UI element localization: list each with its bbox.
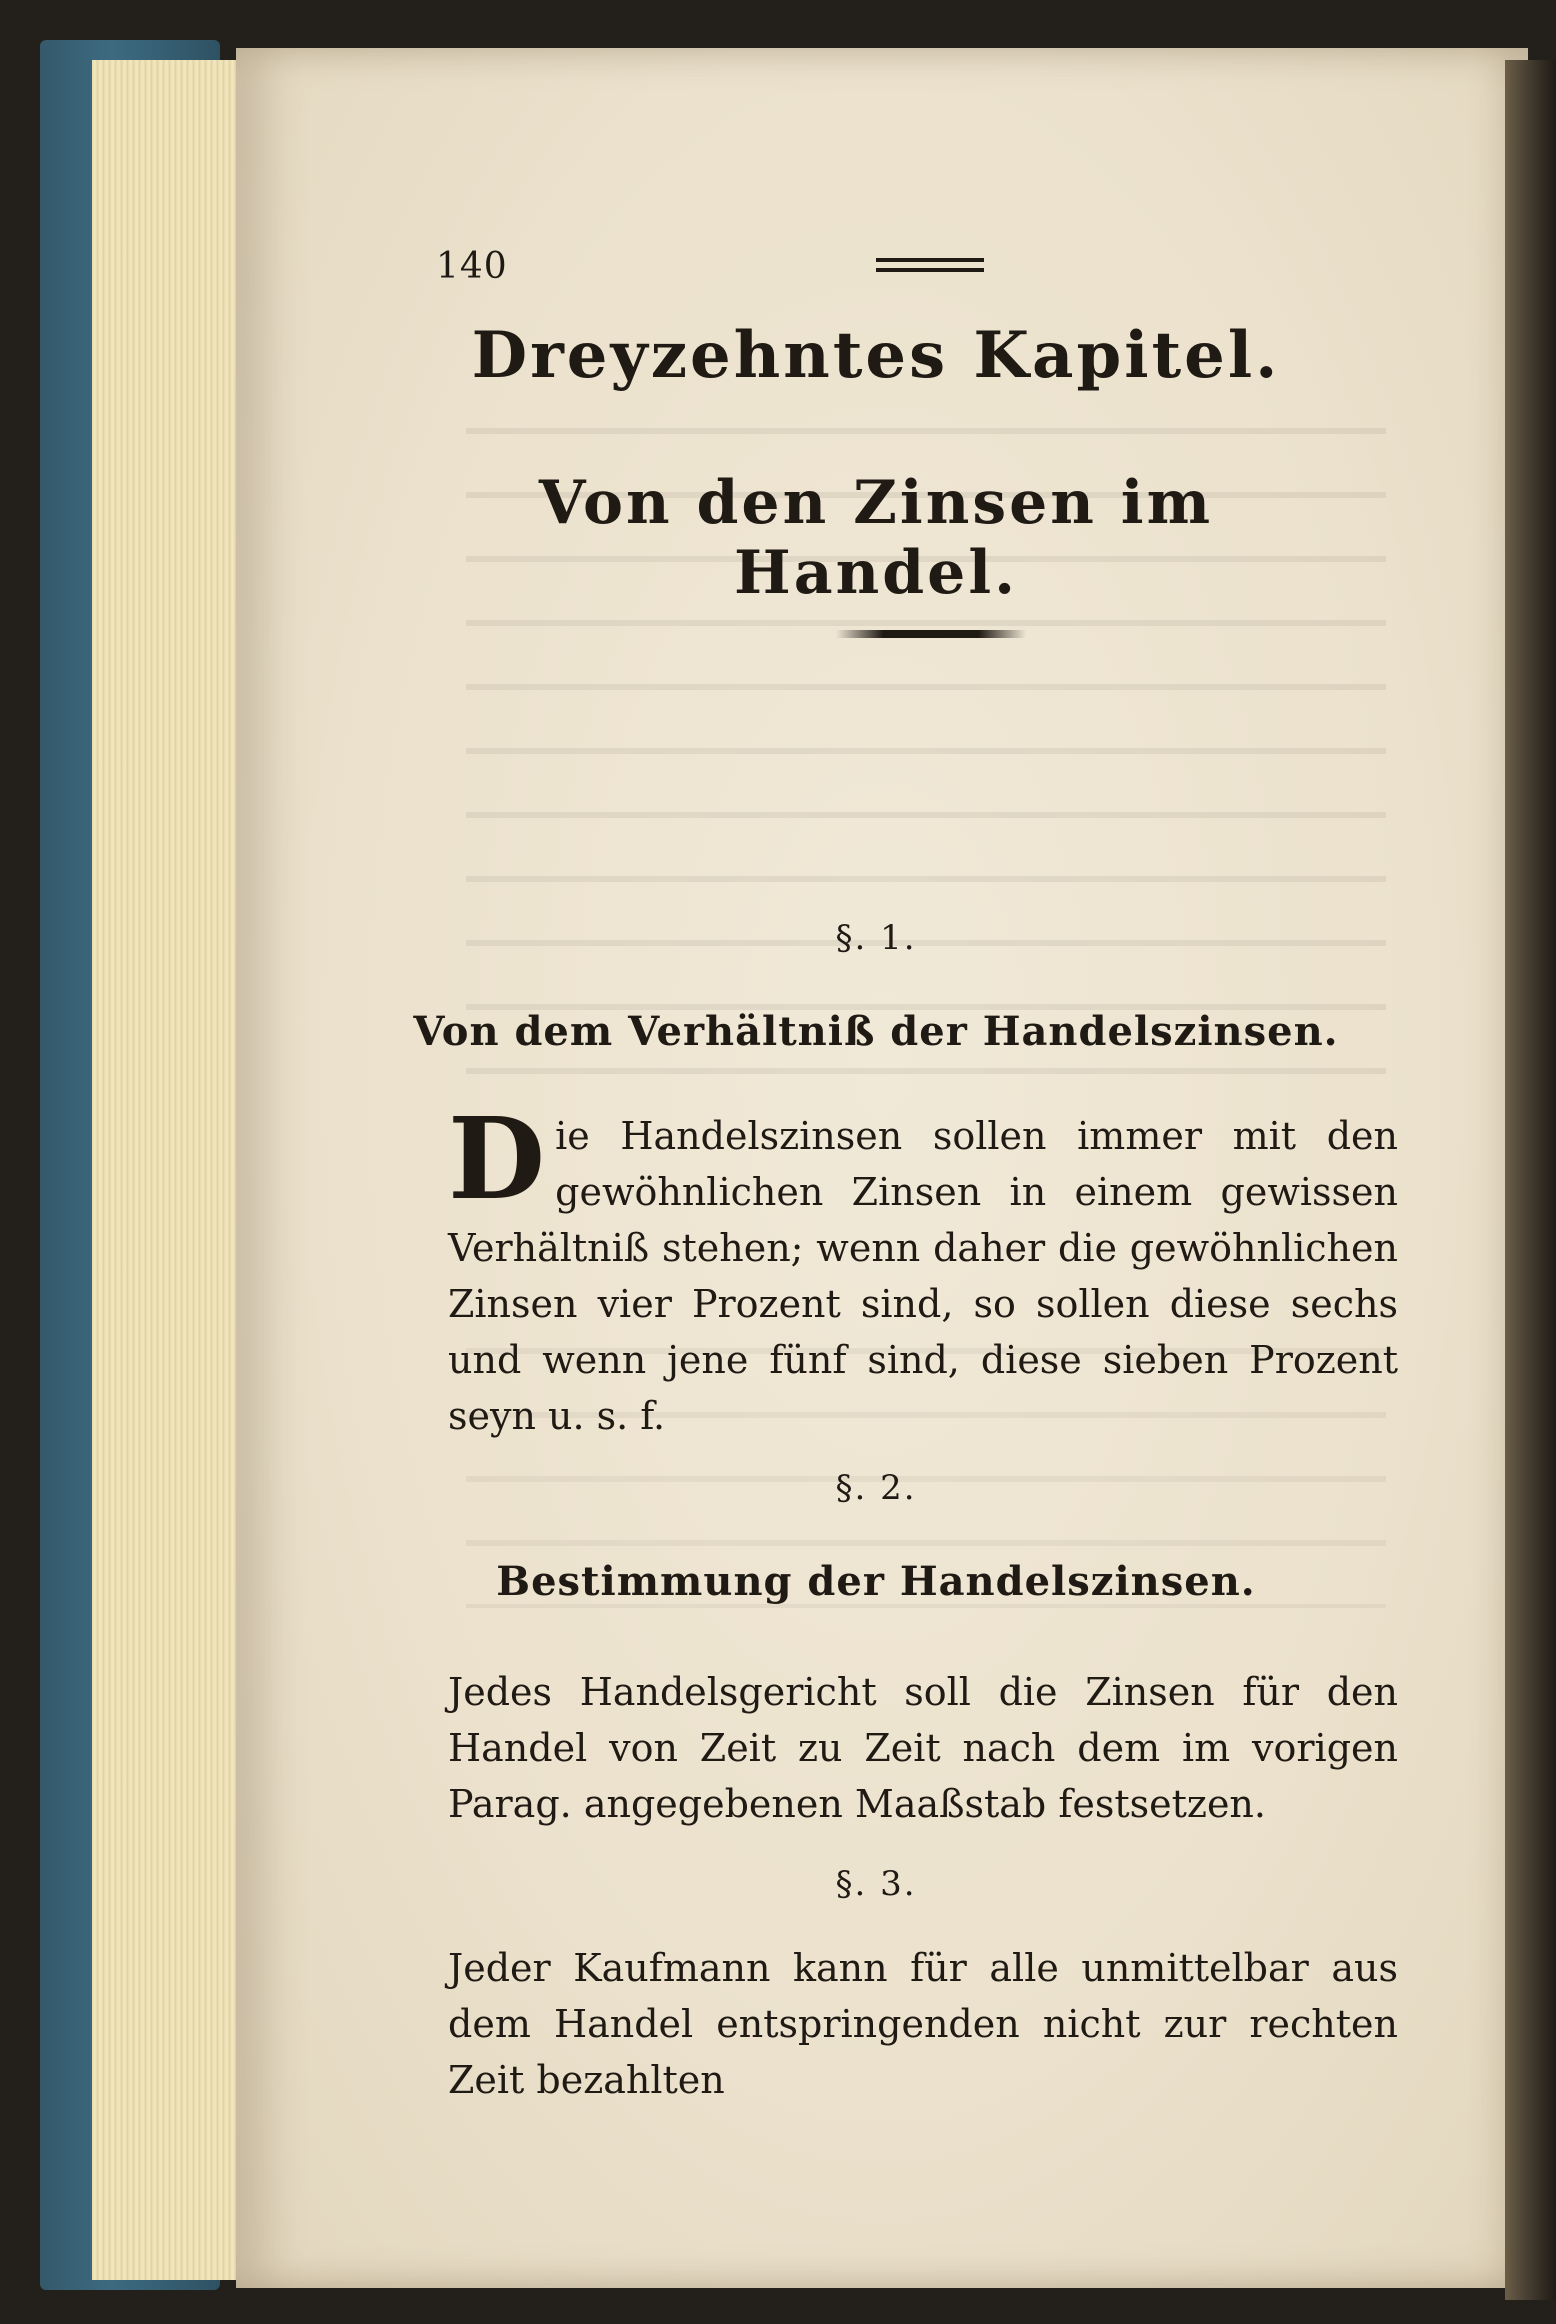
section-heading: Von dem Verhältniß der Handelszinsen. [413, 1008, 1339, 1055]
drop-cap: D [448, 1094, 546, 1225]
chapter-subtitle: Von den Zinsen im Handel. [538, 468, 1214, 608]
chapter-title: Dreyzehntes Kapitel. [471, 318, 1281, 393]
page-content [236, 48, 1528, 2288]
section-mark: §. 3. [835, 1864, 917, 1904]
divider-rule [836, 630, 1026, 638]
section-mark: §. 2. [835, 1468, 917, 1508]
section-body: Jeder Kaufmann kann für alle unmittelbar aus dem Handel entspringenden nicht zur rechten Zeit bezahlten [448, 1946, 1398, 2102]
section-heading: Bestimmung der Handelszinsen. [496, 1558, 1256, 1605]
header-rule [876, 258, 984, 272]
section-body [448, 1094, 1398, 1444]
section-text: ie Handelszinsen sollen immer mit den gewöhnlichen Zinsen in einem gewissen Verhältniß stehen; wenn daher die gewöhnlichen Zinsen vier Prozent sind, so sollen diese sechs und wenn jene fünf sind, diese sieben Prozent seyn u. s. f. [448, 1114, 1398, 1438]
page-number: 140 [436, 246, 508, 287]
section-body: Jedes Handelsgericht soll die Zinsen für den Handel von Zeit zu Zeit nach dem im vorigen Parag. angegebenen Maaßstab festsetzen. [448, 1670, 1398, 1826]
section-mark: §. 1. [835, 918, 917, 958]
